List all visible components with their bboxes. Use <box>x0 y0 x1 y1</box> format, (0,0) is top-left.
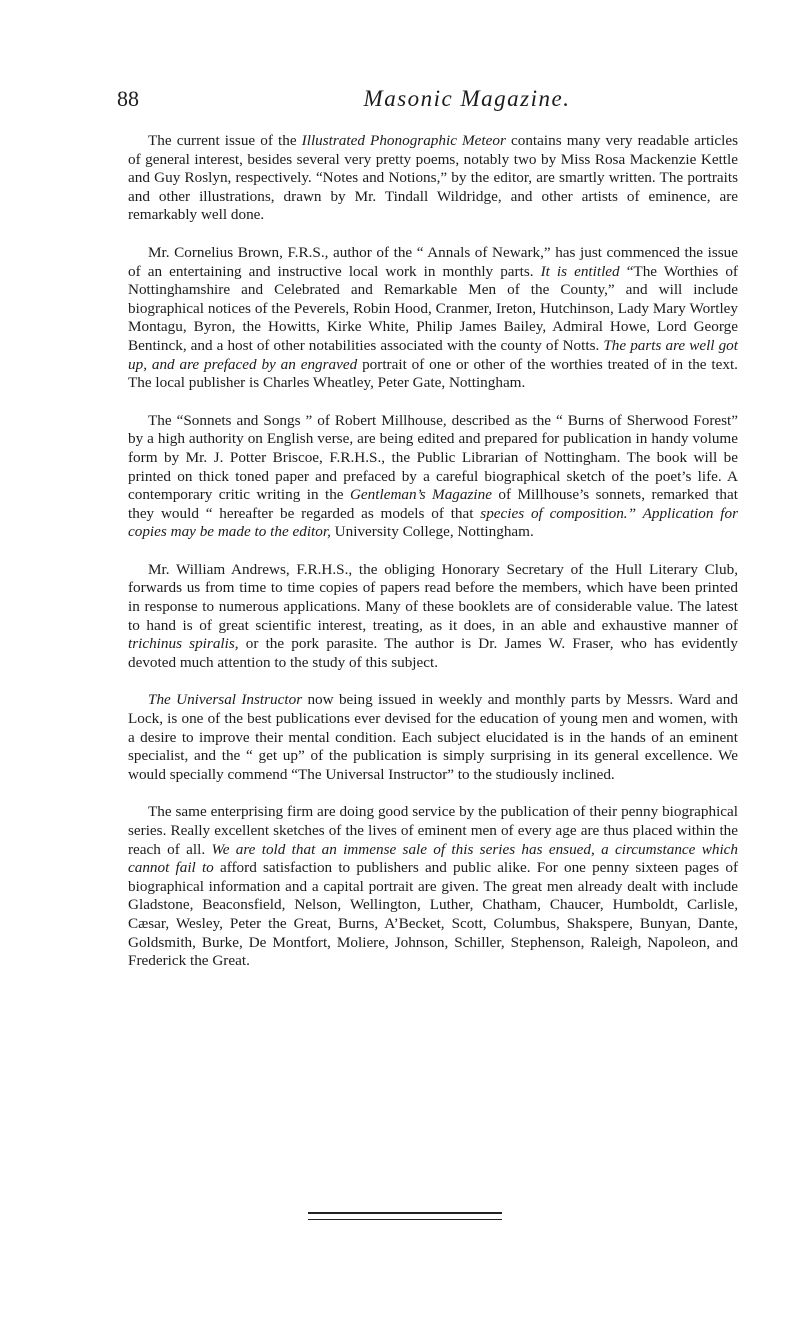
italic-text: It is entitled <box>540 262 620 280</box>
text-run: The same enterprising firm are doing good service by the publication of their penny biographical series. Really excellent sketches of the lives of eminent men of every age are thus placed within the reach of all. <box>128 803 738 858</box>
section-divider-thin <box>308 1219 502 1220</box>
page-header <box>117 86 737 120</box>
italic-text: species of composition.” Application for copies may be made to the editor, <box>128 504 738 541</box>
text-run: The “Sonnets and Songs ” of Robert Millhouse, described as the “ Burns of Sherwood Forest” by a high authority on English verse, are being edited and prepared for publication in handy volume form by Mr. J. Potter Briscoe, F.R.H.S., the Public Librarian of Nottingham. The book will be printed on thick toned paper and prefaced by a careful biographical sketch of the poet’s life. A contemporary critic writing in the <box>128 411 738 504</box>
text-run: Mr. William Andrews, F.R.H.S., the obliging Honorary Secretary of the Hull Literary Club, forwards us from time to time copies of papers read before the members, which have been printed in response to numerous applications. Many of these booklets are of considerable value. The latest to hand is of great scientific interest, treating, as it does, in an able and exhaustive manner of <box>128 560 738 634</box>
paragraph-worthies-nottinghamshire <box>128 244 738 393</box>
text-run: or the pork parasite. The author is Dr. James W. Fraser, who has evidently devoted much attention to the study of this subject. <box>128 635 738 671</box>
text-run: of Millhouse’s sonnets, remarked that they would “ hereafter be regarded as models of that <box>128 486 738 522</box>
italic-title: Illustrated Phonographic Meteor <box>301 132 506 149</box>
article-body <box>128 132 738 990</box>
italic-title: Gentleman’s Magazine <box>349 486 492 504</box>
italic-text: We are told that an immense sale of this series has ensued, a circumstance which cannot fail to <box>128 840 738 877</box>
text-run: portrait of one or other of the worthies treated of in the text. The local publisher is Charles Wheatley, Peter Gate, Nottingham. <box>128 355 738 392</box>
paragraph-biographical-series <box>128 803 738 970</box>
text-run: The current issue of the <box>148 132 302 149</box>
text-run: Mr. Cornelius Brown, F.R.S., author of the “ Annals of Newark,” has just commenced the issue of an entertaining and instructive local work in monthly parts. <box>128 243 738 280</box>
italic-term: trichinus spiralis, <box>128 635 239 653</box>
paragraph-phonographic-meteor <box>128 132 738 225</box>
paragraph-universal-instructor <box>128 691 738 784</box>
paragraph-hull-literary-club <box>128 561 738 673</box>
text-run: afford satisfaction to publishers and public alike. For one penny sixteen pages of biographical information and a capital portrait are given. The great men already dealt with include Gladstone, Beaconsfield, Nelson, Wellington, Luther, Chatham, Chaucer, Humboldt, Carlisle, Cæsar, Wesley, Peter the Great, Burns, A’Becket, Scott, Columbus, Shakspere, Bunyan, Dante, Goldsmith, Burke, De Montfort, Moliere, Johnson, Schiller, Stephenson, Raleigh, Napoleon, and Frederick the Great. <box>128 859 738 970</box>
text-run: contains many very readable articles of general interest, besides several very pretty poems, notably two by Miss Rosa Mackenzie Kettle and Guy Roslyn, respectively. “Notes and Notions,” by the editor, are smartly written. The portraits and other illustrations, drawn by Mr. Tindall Wildridge, and other artists of eminence, are remarkably well done. <box>128 132 738 224</box>
section-divider-thick <box>308 1212 502 1214</box>
italic-title: The Universal Instructor <box>148 691 303 709</box>
page-number: 88 <box>117 86 139 111</box>
text-run: now being issued in weekly and monthly parts by Messrs. Ward and Lock, is one of the best publications ever devised for the education of young men and women, with a desire to improve their mental condition. Each subject elucidated is in the hands of an eminent specialist, and the “ get up” of the publication is simply surprising in its general excellence. We would specially commend “The Universal Instructor” to the studiously inclined. <box>128 691 738 783</box>
running-title: Masonic Magazine. <box>363 86 571 111</box>
paragraph-sonnets-and-songs <box>128 412 738 542</box>
text-run: University College, Nottingham. <box>330 523 534 541</box>
text-run: “The Worthies of Nottinghamshire and Celebrated and Remarkable Men of the County,” and will include biographical notices of the Peverels, Robin Hood, Cranmer, Ireton, Hutchinson, Lady Mary Wortley Montagu, Byron, the Howitts, Kirke White, Philip James Bailey, Admiral Howe, Lord George Bentinck, and a host of other notabilities associated with the county of Notts. <box>128 262 738 354</box>
italic-text: The parts are well got up, and are prefaced by an engraved <box>128 336 738 373</box>
